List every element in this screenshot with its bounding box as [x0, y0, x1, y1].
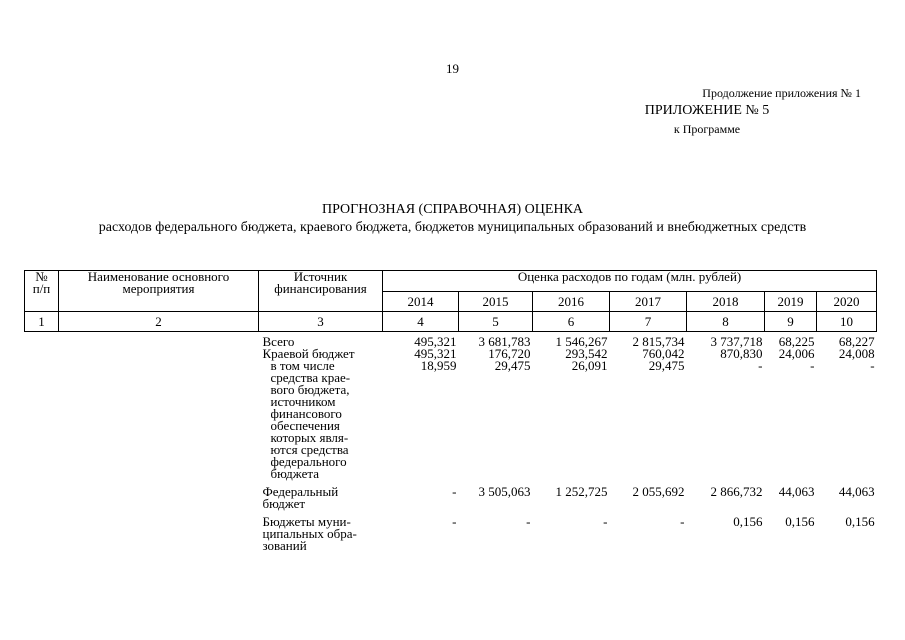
cell-num: [25, 348, 59, 360]
cell-value: 0,156: [845, 514, 875, 529]
header-column-number: 8: [687, 312, 765, 332]
appendix-to-program: к Программе: [673, 122, 741, 136]
header-column-number: 9: [765, 312, 817, 332]
cell-funding-source: Краевой бюджет: [262, 346, 355, 361]
cell-value: 1 546,267: [555, 334, 608, 349]
expenditure-estimate-table: [24, 270, 877, 552]
cell-value: 29,475: [494, 358, 531, 373]
header-column-number: 3: [259, 312, 383, 332]
cell-value: 0,156: [733, 514, 763, 529]
cell-funding-source: Федеральный бюджет: [262, 484, 339, 511]
cell-num: [25, 510, 59, 552]
header-column-number: 7: [610, 312, 687, 332]
cell-value: 176,720: [488, 346, 531, 361]
cell-funding-source: в том числе средства крае- вого бюджета, источником финансового обеспечения которых явля- ются средства федерального бюджета: [270, 358, 351, 481]
document-title: ПРОГНОЗНАЯ (СПРАВОЧНАЯ) ОЦЕНКА: [321, 202, 584, 217]
cell-num: [25, 480, 59, 510]
header-year: 2017: [610, 292, 687, 312]
appendix-title: ПРИЛОЖЕНИЕ № 5: [644, 103, 770, 118]
cell-value: 24,008: [838, 346, 875, 361]
cell-value: -: [452, 514, 457, 529]
cell-value: 3 505,063: [478, 484, 531, 499]
cell-value: 3 737,718: [710, 334, 763, 349]
cell-value: 2 866,732: [710, 484, 763, 499]
header-year: 2016: [533, 292, 610, 312]
cell-value: 24,006: [778, 346, 815, 361]
cell-value: -: [870, 358, 875, 373]
cell-value: 68,225: [778, 334, 815, 349]
cell-funding-source: Бюджеты муни- ципальных обра- зований: [262, 514, 357, 553]
cell-activity-name: [59, 348, 259, 360]
header-year: 2019: [765, 292, 817, 312]
header-year: 2015: [459, 292, 533, 312]
header-estimate: Оценка расходов по годам (млн. рублей): [383, 271, 877, 292]
cell-value: 26,091: [571, 358, 608, 373]
table-row: [25, 510, 877, 552]
cell-funding-source: Всего: [262, 334, 295, 349]
header-column-number: 6: [533, 312, 610, 332]
table-row: [25, 360, 877, 480]
page-number: 19: [446, 61, 459, 76]
cell-value: 293,542: [565, 346, 608, 361]
document-subtitle: расходов федерального бюджета, краевого бюджета, бюджетов муниципальных образований и внебюджетных средств: [98, 220, 807, 235]
cell-value: 44,063: [838, 484, 875, 499]
cell-value: 3 681,783: [478, 334, 531, 349]
header-column-number: 1: [25, 312, 59, 332]
cell-value: 495,321: [414, 346, 457, 361]
cell-value: 2 815,734: [632, 334, 685, 349]
cell-value: 18,959: [420, 358, 457, 373]
cell-activity-name: [59, 360, 259, 480]
header-column-number: 4: [383, 312, 459, 332]
cell-num: [25, 332, 59, 349]
header-year: 2020: [817, 292, 877, 312]
header-num: № п/п: [25, 271, 59, 312]
cell-value: -: [758, 358, 763, 373]
cell-value: -: [526, 514, 531, 529]
cell-value: 760,042: [642, 346, 685, 361]
cell-value: 2 055,692: [632, 484, 685, 499]
cell-value: 68,227: [838, 334, 875, 349]
cell-value: 870,830: [720, 346, 763, 361]
header-column-number: 2: [59, 312, 259, 332]
cell-value: -: [603, 514, 608, 529]
header-column-number: 5: [459, 312, 533, 332]
cell-value: -: [452, 484, 457, 499]
cell-value: 29,475: [648, 358, 685, 373]
cell-value: 495,321: [414, 334, 457, 349]
cell-value: 0,156: [785, 514, 815, 529]
header-year: 2014: [383, 292, 459, 312]
cell-value: 1 252,725: [555, 484, 608, 499]
header-activity-name: Наименование основного мероприятия: [59, 271, 259, 312]
cell-activity-name: [59, 510, 259, 552]
cell-activity-name: [59, 480, 259, 510]
header-year: 2018: [687, 292, 765, 312]
cell-value: -: [680, 514, 685, 529]
appendix-continuation: Продолжение приложения № 1: [702, 86, 861, 100]
table-row: [25, 480, 877, 510]
header-column-number: 10: [817, 312, 877, 332]
cell-activity-name: [59, 332, 259, 349]
cell-value: -: [810, 358, 815, 373]
header-funding-source: Источник финансирования: [259, 271, 383, 312]
cell-value: 44,063: [778, 484, 815, 499]
cell-num: [25, 360, 59, 480]
